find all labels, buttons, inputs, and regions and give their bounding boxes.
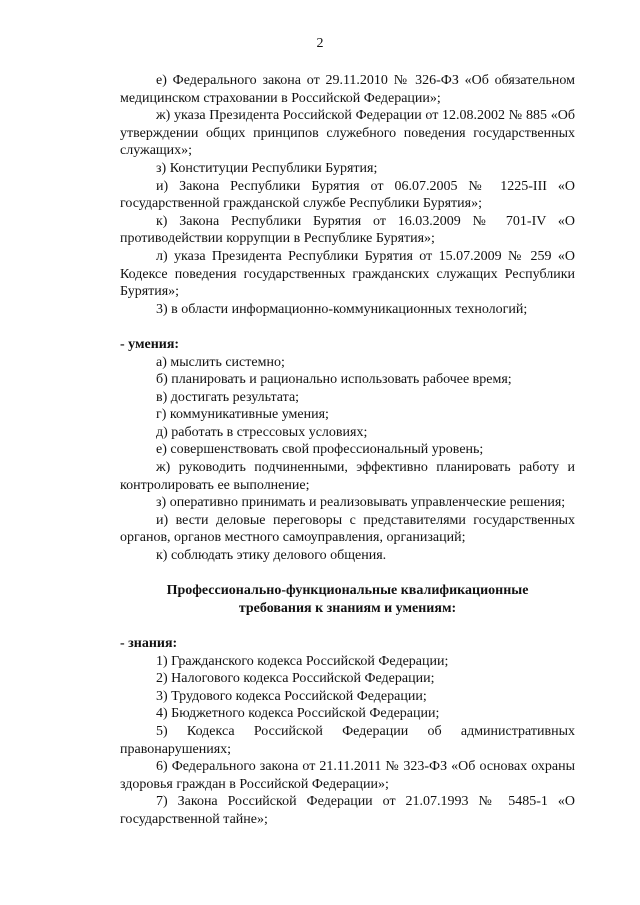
- list-item: з) Конституции Республики Бурятия;: [156, 160, 378, 176]
- list-item: л) указа Президента Республики Бурятия от 15.07.2009 № 259 «О Кодексе поведения государственных гражданских служащих Республики Бурятия»;: [120, 248, 575, 300]
- laws-list: [120, 72, 575, 318]
- list-item: к) Закона Республики Бурятия от 16.03.2009 № 701-IV «О противодействии коррупции в Республике Бурятия»;: [120, 213, 575, 247]
- section-title: [120, 582, 575, 617]
- list-item: е) совершенствовать свой профессиональный уровень;: [156, 442, 484, 458]
- list-item: а) мыслить системно;: [156, 354, 285, 370]
- list-item: 7) Закона Российской Федерации от 21.07.1993 № 5485-1 «О государственной тайне»;: [120, 794, 575, 827]
- list-item: 2) Налогового кодекса Российской Федерации;: [156, 671, 435, 687]
- list-item: 5) Кодекса Российской Федерации об административных правонарушениях;: [120, 723, 575, 757]
- list-item: к) соблюдать этику делового общения.: [156, 548, 387, 564]
- list-item: ж) указа Президента Российской Федерации от 12.08.2002 № 885 «Об утверждении общих принципов служебного поведения государственных служащих»;: [120, 108, 575, 159]
- list-item: г) коммуникативные умения;: [156, 407, 329, 423]
- section-title-line: требования к знаниям и умениям:: [238, 600, 457, 616]
- list-item: ж) руководить подчиненными, эффективно планировать работу и контролировать ее выполнение;: [120, 460, 575, 493]
- list-item: в) достигать результата;: [156, 389, 300, 405]
- list-item: з) оперативно принимать и реализовывать управленческие решения;: [156, 495, 566, 511]
- list-item: 3) в области информационно-коммуникационных технологий;: [156, 301, 528, 317]
- list-item: и) вести деловые переговоры с представителями государственных органов, органов местного самоуправления, организаций;: [120, 512, 575, 546]
- skills-heading: - умения:: [120, 336, 180, 352]
- skills-block: [120, 336, 575, 565]
- list-item: 4) Бюджетного кодекса Российской Федерации;: [156, 706, 440, 722]
- list-item: и) Закона Республики Бурятия от 06.07.2005 № 1225-III «О государственной гражданской службе Республики Бурятия»;: [120, 178, 575, 212]
- document-body: [120, 72, 575, 829]
- list-item: 6) Федерального закона от 21.11.2011 № 323-ФЗ «Об основах охраны здоровья граждан в Российской Федерации»;: [120, 759, 575, 792]
- section-title-line: Профессионально-функциональные квалификационные: [166, 583, 529, 599]
- list-item: е) Федерального закона от 29.11.2010 № 326-ФЗ «Об обязательном медицинском страховании в Российской Федерации»;: [120, 73, 575, 106]
- list-item: 3) Трудового кодекса Российской Федерации;: [156, 688, 427, 704]
- knowledge-heading: - знания:: [120, 636, 178, 651]
- knowledge-block: [120, 635, 575, 829]
- list-item: д) работать в стрессовых условиях;: [156, 424, 368, 440]
- page-number: 2: [316, 36, 324, 51]
- list-item: 1) Гражданского кодекса Российской Федерации;: [156, 653, 449, 669]
- list-item: б) планировать и рационально использовать рабочее время;: [156, 372, 512, 388]
